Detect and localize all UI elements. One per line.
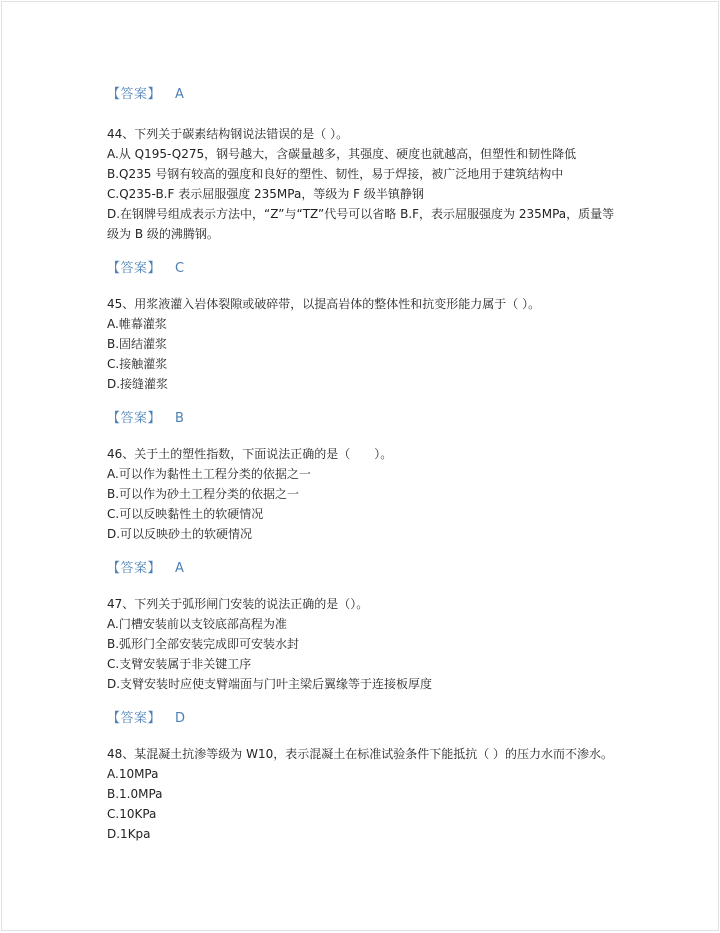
question-text: 45、用浆液灌入岩体裂隙或破碎带，以提高岩体的整体性和抗变形能力属于（ ）。 [107,297,541,311]
answer-value: D [175,711,186,726]
option-c: C.10KPa [107,807,157,821]
question-46 [107,444,627,544]
option-a: A.帷幕灌浆 [107,317,167,331]
option-c: C.接触灌浆 [107,357,168,371]
option-b: B.1.0MPa [107,787,163,801]
answer-label: 【答案】 [107,87,162,102]
option-d: D.支臂安装时应使支臂端面与门叶主梁后翼缘等于连接板厚度 [107,677,433,691]
answer-line [107,408,627,430]
answer-line [107,84,627,106]
option-a: A.可以作为黏性土工程分类的依据之一 [107,467,311,481]
answer-label: 【答案】 [107,711,162,726]
option-b: B.Q235 号钢有较高的强度和良好的塑性、韧性，易于焊接，被广泛地用于建筑结构中 [107,167,564,181]
option-d: D.1Kpa [107,827,151,841]
option-d: D.接缝灌浆 [107,377,169,391]
answer-label: 【答案】 [107,561,162,576]
answer-label: 【答案】 [107,411,162,426]
option-a: A.从 Q195-Q275，钢号越大，含碳量越多，其强度、硬度也就越高，但塑性和韧性降低 [107,147,577,161]
question-45 [107,294,627,394]
question-text: 47、下列关于弧形闸门安装的说法正确的是（）。 [107,597,369,611]
answer-line [107,558,627,580]
answer-value: B [175,411,185,426]
question-text: 46、关于土的塑性指数，下面说法正确的是（ ）。 [107,447,393,461]
question-44 [107,124,627,244]
answer-label: 【答案】 [107,261,162,276]
option-c: C.Q235-B.F 表示屈服强度 235MPa，等级为 F 级半镇静钢 [107,187,424,201]
answer-line [107,708,627,730]
question-list [107,84,627,844]
question-text: 48、某混凝土抗渗等级为 W10，表示混凝土在标准试验条件下能抵抗（ ）的压力水而不渗水。 [107,747,614,761]
question-text: 44、下列关于碳素结构钢说法错误的是（ ）。 [107,127,349,141]
question-47 [107,594,627,694]
option-a: A.10MPa [107,767,159,781]
answer-line [107,258,627,280]
question-48 [107,744,627,844]
document-page [1,1,719,931]
option-c: C.支臂安装属于非关键工序 [107,657,252,671]
option-d: D.可以反映砂土的软硬情况 [107,527,253,541]
option-a: A.门槽安装前以支铰底部高程为准 [107,617,287,631]
option-d: D.在钢牌号组成表示方法中，“Z”与“TZ”代号可以省略 B.F，表示屈服强度为 235MPa，质量等级为 B 级的沸腾钢。 [107,207,615,241]
option-c: C.可以反映黏性土的软硬情况 [107,507,264,521]
option-b: B.可以作为砂土工程分类的依据之一 [107,487,300,501]
option-b: B.弧形门全部安装完成即可安装水封 [107,637,300,651]
option-b: B.固结灌浆 [107,337,168,351]
answer-value: C [175,261,185,276]
answer-value: A [175,87,185,102]
answer-value: A [175,561,185,576]
